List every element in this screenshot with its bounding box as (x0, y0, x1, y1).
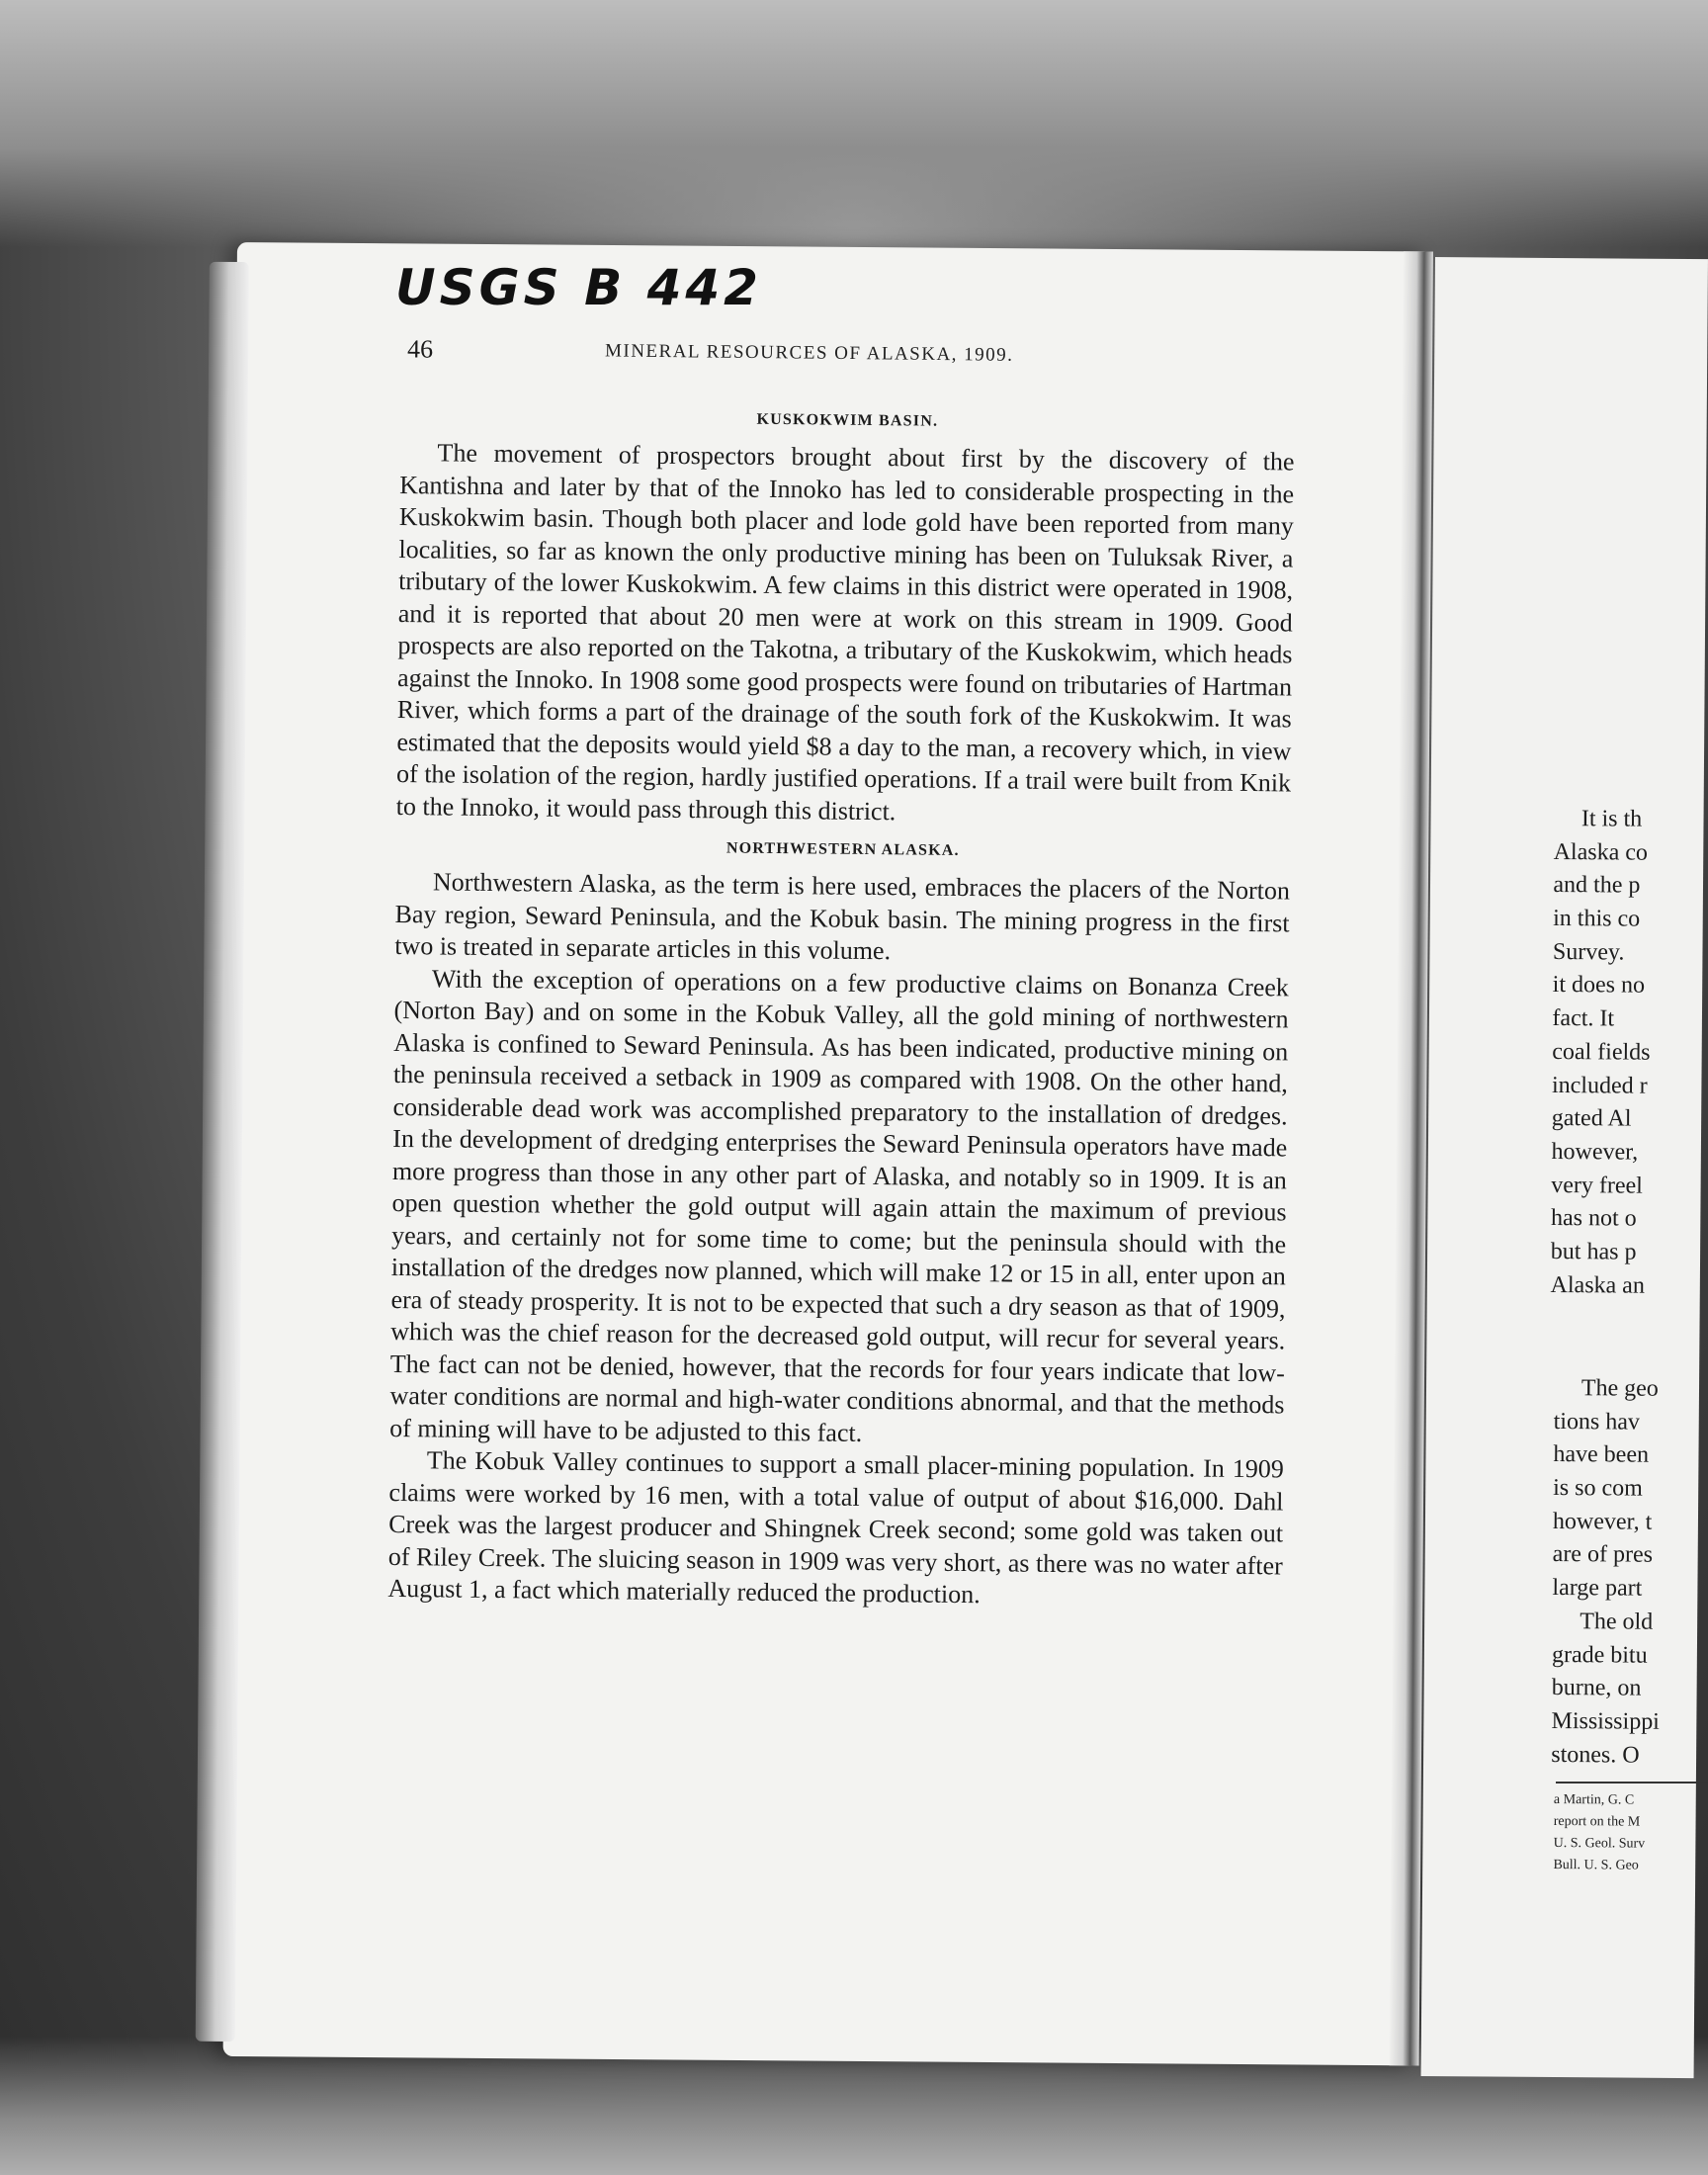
right-line: burne, on (1551, 1675, 1642, 1701)
section-heading-kuskokwim: KUSKOKWIM BASIN. (756, 410, 939, 430)
right-line: Alaska an (1550, 1271, 1645, 1299)
right-page-text-bottom (1551, 1372, 1708, 1773)
right-line: Mississippi (1551, 1707, 1660, 1735)
right-line: have been (1553, 1441, 1650, 1469)
right-line: has not o (1550, 1205, 1637, 1232)
paragraph: The movement of prospectors brought about first by the discovery of the Kantishna and later by that of the Innoko has led to considerable prospecting in the Kuskokwim basin. Though both placer and lode gold have been reported from many localities, so far as known the only productive mining has been on Tuluksak River, a tributary of the lower Kuskokwim. A few claims in this district were operated in 1908, and it is reported that about 20 men were at work on this stream in 1909. Good prospects are also reported on the Takotna, a tributary of the Kuskokwim, which heads against the Innoko. In 1908 some good prospects were found on tributaries of Hartman River, which forms a part of the drainage of the south fork of the Kuskokwim. It was estimated that the deposits would yield $8 a day to the man, a recovery which, in view of the isolation of the region, hardly justified operations. If a trail were built from Knik to the Innoko, it would pass through this district. (395, 438, 1295, 826)
footnote-rule (1556, 1782, 1708, 1784)
right-line: but has p (1550, 1238, 1637, 1265)
body-text (387, 407, 1295, 1614)
right-line: and the p (1553, 872, 1641, 899)
page-number: 46 (406, 334, 434, 364)
right-line: stones. O (1551, 1741, 1640, 1769)
section-heading-northwestern: NORTHWESTERN ALASKA. (726, 839, 960, 859)
footnote-line: a Martin, G. C (1553, 1791, 1635, 1808)
right-line: is so com (1553, 1475, 1643, 1502)
right-line: in this co (1553, 906, 1641, 932)
right-line: gated Al (1551, 1105, 1632, 1132)
page-header-title: MINERAL RESOURCES OF ALASKA, 1909. (604, 340, 1014, 366)
right-page-text-top (1550, 803, 1708, 1303)
right-line: The geo (1580, 1375, 1659, 1402)
right-line: fact. It (1552, 1005, 1615, 1032)
right-line: coal fields (1552, 1038, 1651, 1066)
right-line: The old (1580, 1609, 1654, 1635)
right-line: however, (1551, 1138, 1639, 1166)
right-page-footnotes (1553, 1789, 1708, 1877)
right-line: Alaska co (1553, 838, 1649, 866)
right-line: however, t (1552, 1508, 1653, 1535)
footnote-line: report on the M (1553, 1813, 1641, 1830)
right-line: grade bitu (1551, 1641, 1648, 1669)
paragraph: With the exception of operations on a few productive claims on Bonanza Creek (Norton Bay) and on some in the Kobuk Valley, all the gold mining of northwestern Alaska is confined to Seward Peninsula. As has been indicated, productive mining on the peninsula received a setback in 1909 as compared with 1908. On the other hand, considerable dead work was accomplished preparatory to the installation of dredges. In the development of dredging enterprises the Seward Peninsula operators have made more progress than those in any other part of Alaska, and notably so in 1909. It is an open question whether the gold output will again attain the maximum of previous years, and certainly not for some time to come; but the peninsula should with the installation of the dredges now planned, which will make 12 or 15 in all, enter upon an era of steady prosperity. It is not to be expected that such a dry season as that of 1909, which was the chief reason for the decreased gold output, will recur for several years. The fact can not be denied, however, that the records for four years indicate that low-water conditions are normal and high-water conditions abnormal, and that the methods of mining will have to be adjusted to this fact. (389, 963, 1290, 1447)
right-line: large part (1552, 1575, 1643, 1602)
right-line: It is th (1580, 806, 1643, 832)
handwritten-annotation (395, 259, 1028, 328)
paragraph: The Kobuk Valley continues to support a small placer-mining population. In 1909 claims were worked by 16 men, with a total value of output of about $16,000. Dahl Creek was the largest producer and Shingnek Creek second; some gold was taken out of Riley Creek. The sluicing season in 1909 was very short, as there was no water after August 1, a fact which materially reduced the production. (387, 1445, 1284, 1610)
right-line: it does no (1552, 972, 1646, 1000)
footnote-line: Bull. U. S. Geo (1553, 1857, 1639, 1873)
paragraph: Northwestern Alaska, as the term is here used, embraces the placers of the Norton Bay region, Seward Peninsula, and the Kobuk basin. The mining progress in the first two is treated in separate articles in this volume. (394, 867, 1291, 966)
scan-top-shadow (0, 0, 1708, 247)
right-line: Survey. (1552, 938, 1625, 966)
right-line: very freel (1551, 1172, 1643, 1199)
right-line: are of pres (1552, 1541, 1654, 1569)
footnote-line: U. S. Geol. Surv (1553, 1835, 1646, 1852)
annotation-text: USGS B 442 (395, 259, 762, 316)
right-line: included r (1551, 1072, 1648, 1099)
right-line: tions hav (1553, 1408, 1641, 1436)
